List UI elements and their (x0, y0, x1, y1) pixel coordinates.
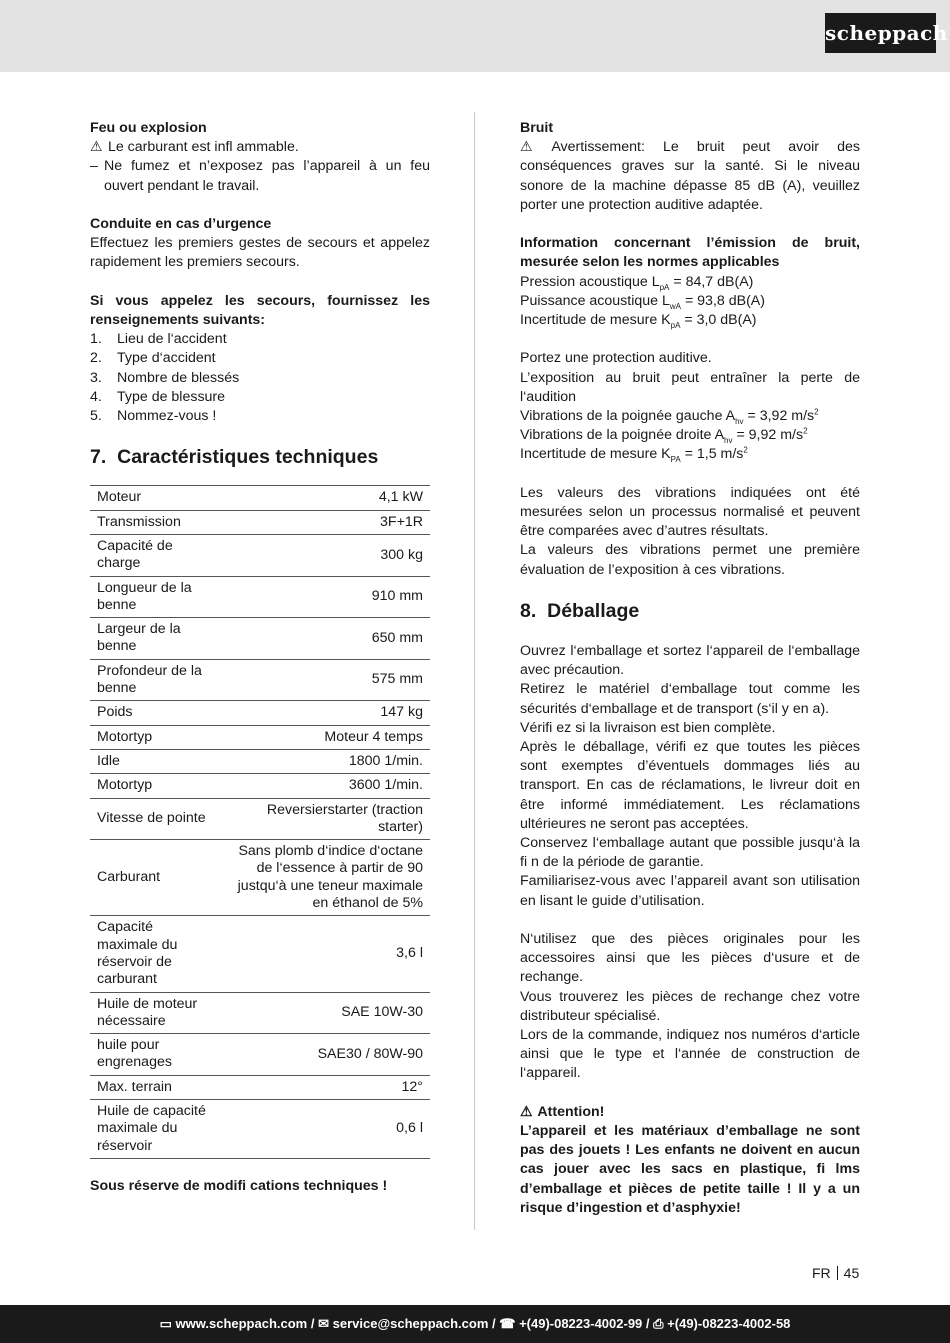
table-row (90, 535, 430, 577)
spec-key: Vitesse de pointe (90, 798, 222, 840)
noise-title: Bruit (520, 120, 554, 136)
incertitude-value: = 1,5 m/s (684, 446, 744, 463)
paragraph: Conservez l‘emballage autant que possible jusqu‘à la fi n de la période de garantie. (520, 835, 860, 871)
page-lang: FR (812, 1265, 831, 1281)
spec-key: Huile de capacité maximale du réservoir (90, 1100, 222, 1159)
list-item (90, 369, 430, 388)
list-item (90, 349, 430, 368)
attention-section (520, 1103, 860, 1218)
exposition-text: L’exposition au bruit peut entraîner la perte de l‘audition (520, 369, 860, 405)
spec-value: 910 mm (222, 576, 430, 618)
call-section (90, 292, 430, 426)
section-number: 8. (520, 600, 537, 623)
spec-key: Transmission (90, 510, 222, 534)
vib-right-line (520, 426, 860, 445)
reserve-note: Sous réserve de modifi cations techniques ! (90, 1177, 388, 1194)
noise-text (520, 138, 860, 215)
spec-key: Motortyp (90, 774, 222, 798)
list-number: 5. (90, 408, 102, 425)
spec-key: Poids (90, 701, 222, 725)
vib-text-1: Les valeurs des vibrations indiquées ont été mesurées selon un processus normalisé et peuvent être comparées avec d’autres résultats. (520, 484, 860, 540)
fire-line-1 (90, 138, 430, 157)
list-text: Type de blessure (117, 388, 226, 405)
table-row (90, 618, 430, 660)
paragraph: Vous trouverez les pièces de rechange chez votre distributeur spécialisé. (520, 988, 860, 1024)
phone-icon: ☎ (499, 1316, 516, 1331)
puissance-label: Puissance acoustique L (520, 292, 670, 309)
paragraph: Après le déballage, vérifi ez que toutes les pièces sont exemptes d’éventuels dommages liés au transport. En cas de réclamations, le livreur doit en être informé immédiatement. Les réclamations ultérieures ne seront pas acceptées. (520, 739, 860, 832)
footer-bar (0, 1305, 950, 1343)
fire-title: Feu ou explosion (90, 120, 207, 136)
vib-right-value: = 9,92 m/s (736, 427, 804, 444)
spec-key: Profondeur de la benne (90, 659, 222, 701)
section-number: 7. (90, 446, 107, 469)
call-list (90, 330, 430, 426)
table-row (90, 486, 430, 510)
squared-sup: 2 (743, 445, 748, 455)
incertitude-line-2 (520, 445, 860, 464)
warning-icon: ⚠ (90, 139, 103, 156)
list-text: Type d‘accident (117, 350, 216, 367)
vibration-section (520, 349, 860, 464)
spec-value: Moteur 4 temps (222, 725, 430, 749)
dash-marker: – (90, 158, 98, 175)
incertitude-sub: pA (670, 320, 681, 330)
spec-value: 1800 1/min. (222, 749, 430, 773)
spec-key: Capacité de charge (90, 535, 222, 577)
spec-key: Longueur de la benne (90, 576, 222, 618)
spec-key: Capacité maximale du réservoir de carburant (90, 916, 222, 992)
list-number: 3. (90, 369, 102, 386)
unpack-section (520, 642, 860, 911)
spec-value: 4,1 kW (222, 486, 430, 510)
spec-key: Idle (90, 749, 222, 773)
list-item (90, 388, 430, 407)
paragraph: Vérifi ez si la livraison est bien complète. (520, 719, 776, 736)
footer-contact: ▭ www.scheppach.com / ✉ service@scheppach.com / ☎ +(49)-08223-4002-99 / ⎙ +(49)-08223-4002-58 (159, 1316, 791, 1331)
list-item (90, 407, 430, 426)
spec-value: 3600 1/min. (222, 774, 430, 798)
fire-line-2 (90, 157, 430, 195)
list-number: 2. (90, 350, 102, 367)
table-row (90, 576, 430, 618)
spec-key: Carburant (90, 840, 222, 916)
fax-icon: ⎙ (653, 1316, 664, 1331)
vib-right-label: Vibrations de la poignée droite A (520, 427, 725, 444)
incertitude-label: Incertitude de mesure K (520, 446, 671, 463)
table-row (90, 1100, 430, 1159)
spec-value: 12° (222, 1075, 430, 1099)
attention-text: L’appareil et les matériaux d’emballage ne sont pas des jouets ! Les enfants ne doivent en aucun cas jouer avec les sacs en plastique, fi lms d’emballage et pièces de petite taille ! Il y a un risque d’ingestion et d’asphyxie! (520, 1123, 860, 1216)
list-text: Nombre de blessés (117, 369, 240, 386)
puissance-value: = 93,8 dB(A) (684, 292, 765, 309)
list-item (90, 330, 430, 349)
spec-key: Largeur de la benne (90, 618, 222, 660)
emergency-text: Effectuez les premiers gestes de secours et appelez rapidement les premiers secours. (90, 235, 430, 271)
call-title: Si vous appelez les secours, fournissez les renseignements suivants: (90, 292, 430, 328)
spec-key: huile pour engrenages (90, 1034, 222, 1076)
protection-text: Portez une protection auditive. (520, 350, 712, 367)
spec-value: 147 kg (222, 701, 430, 725)
squared-sup: 2 (803, 426, 808, 436)
emission-section (520, 234, 860, 330)
paragraph: Ouvrez l‘emballage et sortez l‘appareil de l‘emballage avec précaution. (520, 643, 860, 679)
spec-key: Huile de moteur nécessaire (90, 992, 222, 1034)
table-row (90, 749, 430, 773)
spec-value: SAE30 / 80W-90 (222, 1034, 430, 1076)
pression-label: Pression acoustique L (520, 273, 660, 290)
vib-left-label: Vibrations de la poignée gauche A (520, 408, 736, 425)
parts-section (520, 930, 860, 1084)
incertitude-value: = 3,0 dB(A) (684, 312, 757, 329)
table-row (90, 992, 430, 1034)
vib-text-2: La valeurs des vibrations permet une première évaluation de l’exposition à ces vibrations. (520, 542, 860, 578)
table-row (90, 774, 430, 798)
fire-line-1-text: Le carburant est infl ammable. (107, 139, 299, 156)
table-row (90, 1034, 430, 1076)
vibration-notes (520, 484, 860, 580)
paragraph: Lors de la commande, indiquez nos numéros d‘article ainsi que le type et l‘année de construction de l‘appareil. (520, 1027, 860, 1082)
table-row (90, 916, 430, 992)
section-title: Déballage (547, 600, 640, 623)
table-row (90, 1075, 430, 1099)
pression-sub: pA (659, 282, 670, 292)
attention-title-text: Attention! (537, 1103, 605, 1120)
spec-value: 0,6 l (222, 1100, 430, 1159)
vib-left-sub: hv (735, 416, 744, 426)
pression-line (520, 273, 860, 292)
incertitude-sub: PA (670, 455, 681, 465)
left-column (90, 119, 430, 1196)
page-number (812, 1265, 859, 1281)
brand-logo: scheppach (825, 13, 936, 53)
warning-icon: ⚠ (520, 139, 533, 156)
spec-value: Sans plomb d‘indice d‘octane de l‘essence à partir de 90 justqu‘à une teneur maximale en éthanol de 5% (222, 840, 430, 916)
puissance-line (520, 292, 860, 311)
section-title: Caractéristiques techniques (117, 446, 379, 469)
paragraph: N‘utilisez que des pièces originales pour les accessoires ainsi que les pièces d‘usure et de rechange. (520, 931, 860, 986)
spec-key: Moteur (90, 486, 222, 510)
vib-left-value: = 3,92 m/s (747, 408, 815, 425)
pression-value: = 84,7 dB(A) (673, 273, 754, 290)
column-divider (474, 112, 475, 1230)
header-bar (0, 0, 950, 72)
squared-sup: 2 (814, 407, 819, 417)
list-number: 1. (90, 331, 102, 348)
warning-icon: ⚠ (520, 1103, 533, 1120)
spec-key: Max. terrain (90, 1075, 222, 1099)
paragraph: Familiarisez-vous avec l’appareil avant son utilisation en lisant le guide d’utilisation. (520, 873, 860, 909)
spec-key: Motortyp (90, 725, 222, 749)
noise-section (520, 119, 860, 215)
incertitude-label: Incertitude de mesure K (520, 312, 671, 329)
section-7-heading (90, 445, 430, 469)
vib-left-line (520, 407, 860, 426)
table-row (90, 701, 430, 725)
fire-line-2-text: Ne fumez et n’exposez pas l’appareil à un feu ouvert pendant le travail. (104, 158, 430, 194)
mail-icon: ✉ (318, 1316, 329, 1331)
spec-value: 300 kg (222, 535, 430, 577)
spec-value: 3,6 l (222, 916, 430, 992)
list-text: Lieu de l‘accident (117, 331, 227, 348)
spec-value: 3F+1R (222, 510, 430, 534)
emergency-section (90, 215, 430, 273)
attention-title (520, 1103, 860, 1122)
paragraph: Retirez le matériel d‘emballage tout comme les sécurités d‘emballage et de transport (s‘il y en a). (520, 681, 860, 717)
computer-icon: ▭ (159, 1316, 172, 1331)
section-8-heading (520, 599, 860, 623)
right-column (520, 119, 860, 1237)
spec-value: Reversierstarter (traction starter) (222, 798, 430, 840)
spec-value: SAE 10W-30 (222, 992, 430, 1034)
spec-table (90, 485, 430, 1159)
emergency-title: Conduite en cas d’urgence (90, 216, 272, 232)
puissance-sub: wA (669, 301, 681, 311)
incertitude-line-1 (520, 311, 860, 330)
table-row (90, 659, 430, 701)
table-row (90, 840, 430, 916)
spec-value: 575 mm (222, 659, 430, 701)
list-number: 4. (90, 388, 102, 405)
noise-text-body: Avertissement: Le bruit peut avoir des conséquences graves sur la santé. Si le niveau sonore de la machine dépasse 85 dB (A), veuillez porter une protection auditive adaptée. (520, 139, 860, 213)
table-row (90, 798, 430, 840)
spec-value: 650 mm (222, 618, 430, 660)
page-separator (837, 1266, 838, 1280)
list-text: Nommez-vous ! (117, 408, 217, 425)
fire-section (90, 119, 430, 196)
emission-title: Information concernant l’émission de bruit, mesurée selon les normes applicables (520, 235, 860, 271)
page-number-value: 45 (843, 1265, 860, 1281)
table-row (90, 510, 430, 534)
vib-right-sub: hv (724, 436, 733, 446)
table-row (90, 725, 430, 749)
